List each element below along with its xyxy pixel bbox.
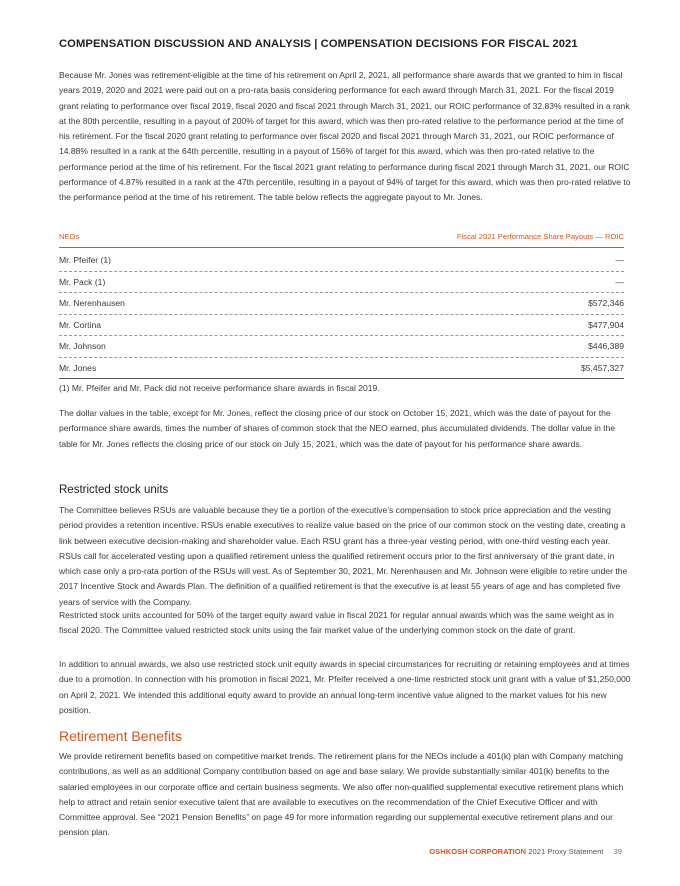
- neo-name: Mr. Cortina: [59, 319, 102, 330]
- rsu-paragraph-3: In addition to annual awards, we also use restricted stock unit equity awards in special circumstances for recruiting or retaining employees and at times due to a promotion. In connection with his promotion in fiscal 2021, Mr. Pfeifer received a one-time restricted stock unit grant with a value of $1,250,000 on April 2, 2021. We intended this additional equity award to provide an annual long-term incentive value aligned to the market values for his new position.: [59, 659, 631, 715]
- footer-document: 2021 Proxy Statement: [528, 847, 604, 856]
- table-row: [59, 336, 624, 358]
- rsu-heading: Restricted stock units: [59, 484, 169, 496]
- table-row: [59, 272, 624, 294]
- neo-name: Mr. Pack (1): [59, 276, 106, 287]
- payout-value: $477,904: [588, 319, 624, 330]
- neo-name: Mr. Johnson: [59, 341, 106, 351]
- payout-table-header: [59, 232, 624, 248]
- payout-value: —: [615, 255, 624, 265]
- rsu-paragraph-2: Restricted stock units accounted for 50% of the target equity award value in fiscal 2021 for regular annual awards which was the same weight as in fiscal 2020. The Committee valued restricted stock units using the fair market value of the underlying common stock on the date of grant.: [59, 610, 614, 636]
- rsu-paragraph-1: The Committee believes RSUs are valuable because they tie a portion of the executive’s compensation to stock price appreciation and the vesting period provides a retention incentive. RSUs enable executives to realize value based on the price of our common stock on the vesting date, creating a link between executive decision-making and shareholder value. Each RSU grant has a three-year vesting period, with one-third vesting each year. RSUs call for accelerated vesting upon a qualified retirement unless the qualified retirement occurs prior to the first anniversary of the grant date, in which case only a pro-rata portion of the RSUs will vest. As of September 30, 2021, Mr. Nerenhausen and Mr. Johnson were eligible to retire under the 2017 Incentive Stock and Awards Plan. The definition of a qualified retirement is that the executive is at least 55 years of age and has completed five years of service with the Company.: [59, 505, 628, 607]
- dollar-values-paragraph: The dollar values in the table, except for Mr. Jones, reflect the closing price of our stock on October 15, 2021, which was the date of payout for the performance share awards, times the number of shares of common stock that the NEO earned, plus accumulated dividends. The dollar value in the table for Mr. Jones reflects the closing price of our stock on July 15, 2021, which was the date of payout for his performance share awards.: [59, 408, 616, 449]
- table-row: [59, 250, 624, 272]
- footer-brand: OSHKOSH CORPORATION: [429, 847, 527, 856]
- payout-table: [59, 250, 624, 379]
- page-number: 39: [613, 847, 622, 856]
- payout-value: —: [615, 276, 624, 287]
- intro-paragraph: Because Mr. Jones was retirement-eligible at the time of his retirement on April 2, 2021, all performance share awards that we granted to him in fiscal years 2019, 2020 and 2021 were paid out on a pro-rata basis considering performance for each award through March 31, 2021. For the fiscal 2019 grant relating to performance over fiscal 2019, fiscal 2020 and fiscal 2021 through March 31, 2021, our ROIC performance of 32.83% resulted in a rank at the 80th percentile, resulting in a payout of 200% of target for this award, which was then pro-rated relative to the performance period at the time of his retirement. For the fiscal 2020 grant relating to performance over fiscal 2020 and fiscal 2021 through March 31, 2021, our ROIC performance of 14.88% resulted in a rank at the 64th percentile, resulting in a payout of 156% of target for this award, which was then pro-rated relative to the performance period at the time of his retirement. For the fiscal 2021 grant relating to performance during fiscal 2021 through March 31, 2021, our ROIC performance of 4.87% resulted in a rank at the 47th percentile, resulting in a payout of 94% of target for this award, which was then pro-rated relative to the performance period at the time of his retirement. The table below reflects the aggregate payout to Mr. Jones.: [59, 70, 631, 203]
- neo-name: Mr. Jones: [59, 362, 97, 373]
- table-row: [59, 293, 624, 315]
- payout-value: $446,389: [588, 341, 624, 351]
- page-header: COMPENSATION DISCUSSION AND ANALYSIS | COMPENSATION DECISIONS FOR FISCAL 2021: [59, 38, 578, 50]
- page-footer: [400, 847, 622, 856]
- table-footnote: (1) Mr. Pfeifer and Mr. Pack did not receive performance share awards in fiscal 2019.: [59, 383, 380, 393]
- table-row: [59, 315, 624, 337]
- column-header-payouts: Fiscal 2021 Performance Share Payouts — ROIC: [456, 232, 624, 241]
- neo-name: Mr. Pfeifer (1): [59, 255, 112, 265]
- column-header-neos: NEOs: [59, 232, 80, 241]
- retirement-paragraph: We provide retirement benefits based on competitive market trends. The retirement plans for the NEOs include a 401(k) plan with Company matching contributions, as well as an additional Company contribution based on age and base salary. We provide substantially similar 401(k) benefits to the salaried employees in our corporate office and certain business segments. We also offer non-qualified supplemental executive retirement plans which help to attract and retain senior executive talent that are available to executives on the recommendation of the Chief Executive Officer and with Committee approval. See “2021 Pension Benefits” on page 49 for more information regarding our supplemental executive retirement plans and our pension plan.: [59, 751, 624, 838]
- payout-value: $5,457,327: [580, 362, 624, 373]
- payout-value: $572,346: [588, 298, 624, 308]
- table-row: [59, 358, 624, 380]
- retirement-heading: Retirement Benefits: [59, 728, 182, 744]
- neo-name: Mr. Nerenhausen: [59, 298, 125, 308]
